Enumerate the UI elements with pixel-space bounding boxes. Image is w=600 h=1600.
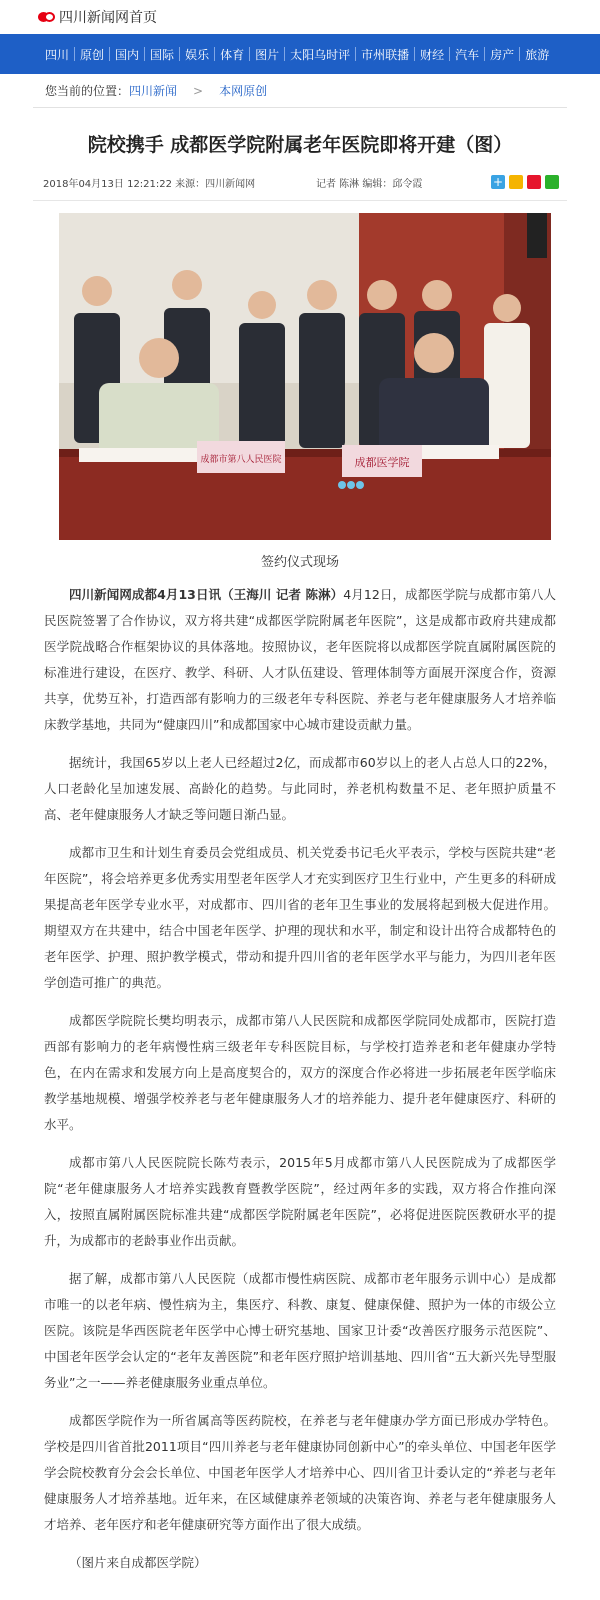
breadcrumb-link-original[interactable]: 本网原创 bbox=[219, 84, 268, 98]
image-source-note: （图片来自成都医学院） bbox=[69, 1555, 207, 1570]
article-meta bbox=[33, 172, 567, 192]
paragraph: 成都市第八人民医院院长陈芍表示，2015年5月成都市第八人民医院成为了成都医学院“老年健康服务人才培养实践教育暨教学医院”，经过两年多的实践，双方将合作推向深入，按照直属附属医院标准共建“成都医学院附属老年医院”，必将促进医院医教研水平的提升，为成都市的老龄事业作出贡献。 bbox=[44, 1155, 556, 1248]
nav-item-entertainment[interactable]: 娱乐 bbox=[185, 47, 210, 62]
paragraph: 据了解，成都市第八人民医院（成都市慢性病医院、成都市老年服务示训中心）是成都市唯一的以老年病、慢性病为主，集医疗、科教、康复、健康保健、照护为一体的市级公立医院。该院是华西医院老年医学中心博士研究基地、国家卫计委“改善医疗服务示范医院”、中国老年医学会认定的“老年友善医院”和老年医疗照护培训基地、四川省“五大新兴先导型服务业”之一——养老健康服务业重点单位。 bbox=[44, 1271, 556, 1390]
qzone-icon[interactable] bbox=[509, 175, 523, 189]
page-title: 院校携手 成都医学院附属老年医院即将开建（图） bbox=[87, 134, 513, 156]
nav-item-sports[interactable]: 体育 bbox=[220, 47, 245, 62]
nav-item-realestate[interactable]: 房产 bbox=[490, 47, 515, 62]
paragraph-text: 4月12日，成都医学院与成都市第八人民医院签署了合作协议，双方将共建“成都医学院附属老年医院”，这是成都市政府共建成都医学院战略合作框架协议的具体落地。按照协议，老年医院将以成都医学院直属附属医院的标准进行建设，在医疗、教学、科研、人才队伍建设、管理体制等方面展开深度合作，资源共享，优势互补，打造西部有影响力的三级老年专科医院、养老与老年健康服务人才培养临床教学基地，共同为“健康四川”和成都国家中心城市建设贡献力量。 bbox=[44, 587, 556, 732]
placard-left: 成都市第八人民医院 bbox=[200, 455, 282, 465]
share-plus-icon[interactable]: + bbox=[492, 175, 504, 189]
publish-info: 2018年04月13日 12:21:22 来源：四川新闻网 bbox=[43, 178, 256, 190]
main-nav bbox=[0, 34, 600, 74]
article-photo bbox=[59, 213, 551, 540]
article-lead: 四川新闻网成都4月13日讯（王海川 记者 陈淋） bbox=[69, 587, 344, 602]
paragraph: 成都医学院院长樊均明表示，成都市第八人民医院和成都医学院同处成都市，医院打造西部有影响力的老年病慢性病三级老年专科医院目标，与学校打造养老和老年健康办学特色，在内在需求和发展方向上是高度契合的，双方的深度合作必将进一步拓展老年医学临床教学基地规模、增强学校养老与老年健康服务人才的培养能力、提升老年健康医疗、科研的水平。 bbox=[44, 1013, 556, 1132]
paragraph: 成都医学院作为一所省属高等医药院校，在养老与老年健康办学方面已形成办学特色。学校是四川省首批2011项目“四川养老与老年健康协同创新中心”的牵头单位、中国老年医学学会院校教育分会会长单位、中国老年医学人才培养中心、四川省卫计委认定的“养老与老年健康服务人才培养基地。近年来，在区域健康养老领域的决策咨询、养老与老年健康服务人才培养、老年医疗和老年健康研究等方面作出了很大成绩。 bbox=[44, 1413, 556, 1532]
site-home-link[interactable]: 四川新闻网首页 bbox=[59, 10, 157, 26]
nav-item-original[interactable]: 原创 bbox=[80, 47, 105, 62]
nav-item-sichuan[interactable]: 四川 bbox=[45, 47, 70, 62]
nav-item-commentary[interactable]: 太阳乌时评 bbox=[290, 47, 351, 62]
breadcrumb bbox=[33, 74, 567, 108]
breadcrumb-link-sichuan-news[interactable]: 四川新闻 bbox=[129, 84, 178, 98]
wechat-icon[interactable] bbox=[545, 175, 559, 189]
chevron-right-icon: > bbox=[193, 83, 204, 98]
nav-item-domestic[interactable]: 国内 bbox=[115, 47, 140, 62]
paragraph: 据统计，我国65岁以上老人已经超过2亿，而成都市60岁以上的老人占总人口的22%，人口老龄化呈加速发展、高龄化的趋势。与此同时，养老机构数量不足、老年照护质量不高、老年健康服务人才缺乏等问题日渐凸显。 bbox=[44, 755, 556, 822]
author-info: 记者 陈淋 编辑：邱令霞 bbox=[316, 178, 423, 190]
top-bar bbox=[0, 0, 600, 34]
paragraph: 成都市卫生和计划生育委员会党组成员、机关党委书记毛火平表示，学校与医院共建“老年医院”，将会培养更多优秀实用型老年医学人才充实到医疗卫生行业中，产生更多的科研成果提高老年医学专业水平，对成都市、四川省的老年卫生事业的发展将起到极大促进作用。期望双方在共建中，结合中国老年医学、护理的现状和水平，制定和设计出符合成都特色的老年医学、护理、照护教学模式，带动和提升四川省的老年医学水平与能力，为四川老年医学创造可推广的典范。 bbox=[44, 845, 556, 990]
weibo-icon[interactable] bbox=[527, 175, 541, 189]
sichuan-news-logo-icon[interactable] bbox=[38, 11, 56, 23]
nav-item-auto[interactable]: 汽车 bbox=[455, 47, 480, 62]
placard-right: 成都医学院 bbox=[354, 456, 410, 469]
paragraph bbox=[44, 582, 556, 738]
image-caption: 签约仪式现场 bbox=[260, 555, 339, 570]
share-bar bbox=[491, 175, 559, 189]
nav-item-photos[interactable]: 图片 bbox=[255, 47, 280, 62]
nav-item-travel[interactable]: 旅游 bbox=[525, 47, 550, 62]
nav-item-cities[interactable]: 市州联播 bbox=[361, 47, 410, 62]
breadcrumb-prefix: 您当前的位置： bbox=[45, 84, 130, 98]
article-body bbox=[44, 582, 556, 1588]
nav-item-finance[interactable]: 财经 bbox=[420, 47, 445, 62]
nav-item-international[interactable]: 国际 bbox=[150, 47, 175, 62]
meta-divider bbox=[33, 200, 567, 201]
